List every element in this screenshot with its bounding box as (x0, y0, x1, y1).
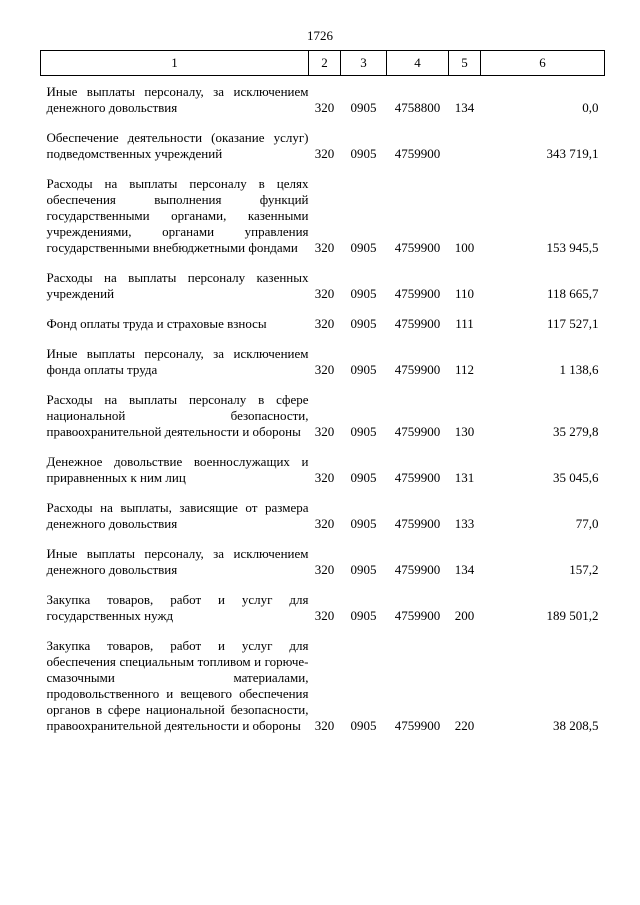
row-code-3: 0905 (350, 146, 377, 161)
row-amount: 1 138,6 (559, 362, 599, 377)
row-amount: 117 527,1 (546, 316, 599, 331)
row-amount: 118 665,7 (546, 286, 599, 301)
row-code-4: 4758800 (394, 100, 441, 115)
row-code-5: 131 (454, 470, 475, 485)
row-amount: 77,0 (575, 516, 599, 531)
column-header-6: 6 (481, 51, 605, 76)
table-row (41, 440, 605, 486)
row-amount: 38 208,5 (553, 718, 599, 733)
row-code-2: 320 (314, 718, 335, 733)
table-row (41, 76, 605, 117)
row-code-3: 0905 (350, 100, 377, 115)
row-code-2: 320 (314, 608, 335, 623)
row-name: Расходы на выплаты персоналу в сфере национальной безопасности, правоохранительной деятельности и обороны (46, 392, 309, 439)
column-header-1: 1 (41, 51, 309, 76)
row-code-5: 220 (454, 718, 475, 733)
table-row (41, 162, 605, 256)
row-code-3: 0905 (350, 516, 377, 531)
row-code-5: 200 (454, 608, 475, 623)
page-number: 1726 (307, 28, 333, 43)
row-code-2: 320 (314, 240, 335, 255)
row-name: Фонд оплаты труда и страховые взносы (46, 316, 267, 331)
row-code-5: 100 (454, 240, 475, 255)
row-code-2: 320 (314, 286, 335, 301)
row-code-4: 4759900 (394, 286, 441, 301)
row-name: Закупка товаров, работ и услуг для государственных нужд (46, 592, 309, 623)
row-amount: 157,2 (569, 562, 599, 577)
row-code-3: 0905 (350, 608, 377, 623)
row-code-5: 134 (454, 100, 475, 115)
row-code-3: 0905 (350, 286, 377, 301)
row-code-4: 4759900 (394, 424, 441, 439)
row-name: Иные выплаты персоналу, за исключением денежного довольствия (46, 546, 309, 577)
row-code-5: 112 (454, 362, 475, 377)
table-row (41, 256, 605, 302)
row-name: Расходы на выплаты, зависящие от размера денежного довольствия (46, 500, 309, 531)
row-name: Иные выплаты персоналу, за исключением денежного довольствия (46, 84, 309, 115)
row-name: Обеспечение деятельности (оказание услуг) подведомственных учреждений (46, 130, 309, 161)
row-name: Иные выплаты персоналу, за исключением фонда оплаты труда (46, 346, 309, 377)
row-code-3: 0905 (350, 316, 377, 331)
row-amount: 343 719,1 (546, 146, 599, 161)
row-code-4: 4759900 (394, 146, 441, 161)
column-header-5: 5 (449, 51, 481, 76)
row-name: Денежное довольствие военнослужащих и приравненных к ним лиц (46, 454, 309, 485)
row-code-2: 320 (314, 424, 335, 439)
table-row (41, 624, 605, 734)
row-name: Расходы на выплаты персоналу казенных учреждений (46, 270, 309, 301)
row-code-3: 0905 (350, 470, 377, 485)
row-code-2: 320 (314, 516, 335, 531)
row-code-2: 320 (314, 362, 335, 377)
row-code-4: 4759900 (394, 516, 441, 531)
row-code-5: 134 (454, 562, 475, 577)
table-row (41, 486, 605, 532)
row-name: Закупка товаров, работ и услуг для обеспечения специальным топливом и горюче-смазочными материалами, продовольственного и вещевого обеспечения органов в сфере национальной безопасности, правоохранительной деятельности и обороны (46, 638, 309, 733)
row-code-4: 4759900 (394, 718, 441, 733)
row-amount: 153 945,5 (546, 240, 599, 255)
row-code-4: 4759900 (394, 240, 441, 255)
row-code-5: 111 (455, 316, 474, 331)
row-code-5 (449, 116, 481, 162)
row-code-4: 4759900 (394, 362, 441, 377)
row-code-2: 320 (314, 316, 335, 331)
row-code-2: 320 (314, 470, 335, 485)
row-code-3: 0905 (350, 424, 377, 439)
row-amount: 35 279,8 (553, 424, 599, 439)
row-code-3: 0905 (350, 362, 377, 377)
row-code-4: 4759900 (394, 608, 441, 623)
table-row (41, 302, 605, 332)
table-row (41, 532, 605, 578)
row-code-3: 0905 (350, 562, 377, 577)
row-code-4: 4759900 (394, 470, 441, 485)
row-code-5: 133 (454, 516, 475, 531)
row-name: Расходы на выплаты персоналу в целях обеспечения выполнения функций государственными органами, казенными учреждениями, органами управления государственными внебюджетными фондами (46, 176, 309, 255)
column-header-2: 2 (309, 51, 341, 76)
row-code-3: 0905 (350, 240, 377, 255)
table-body (41, 76, 605, 735)
row-code-5: 110 (454, 286, 475, 301)
table-row (41, 578, 605, 624)
row-code-4: 4759900 (394, 562, 441, 577)
budget-table (40, 50, 605, 734)
row-code-2: 320 (314, 562, 335, 577)
row-amount: 189 501,2 (546, 608, 599, 623)
row-code-4: 4759900 (394, 316, 441, 331)
row-code-2: 320 (314, 146, 335, 161)
row-amount: 35 045,6 (553, 470, 599, 485)
table-row (41, 378, 605, 440)
table-row (41, 332, 605, 378)
row-amount: 0,0 (582, 100, 599, 115)
column-header-4: 4 (387, 51, 449, 76)
column-header-3: 3 (341, 51, 387, 76)
row-code-2: 320 (314, 100, 335, 115)
row-code-3: 0905 (350, 718, 377, 733)
table-header-row (41, 51, 605, 76)
row-code-5: 130 (454, 424, 475, 439)
table-row (41, 116, 605, 162)
